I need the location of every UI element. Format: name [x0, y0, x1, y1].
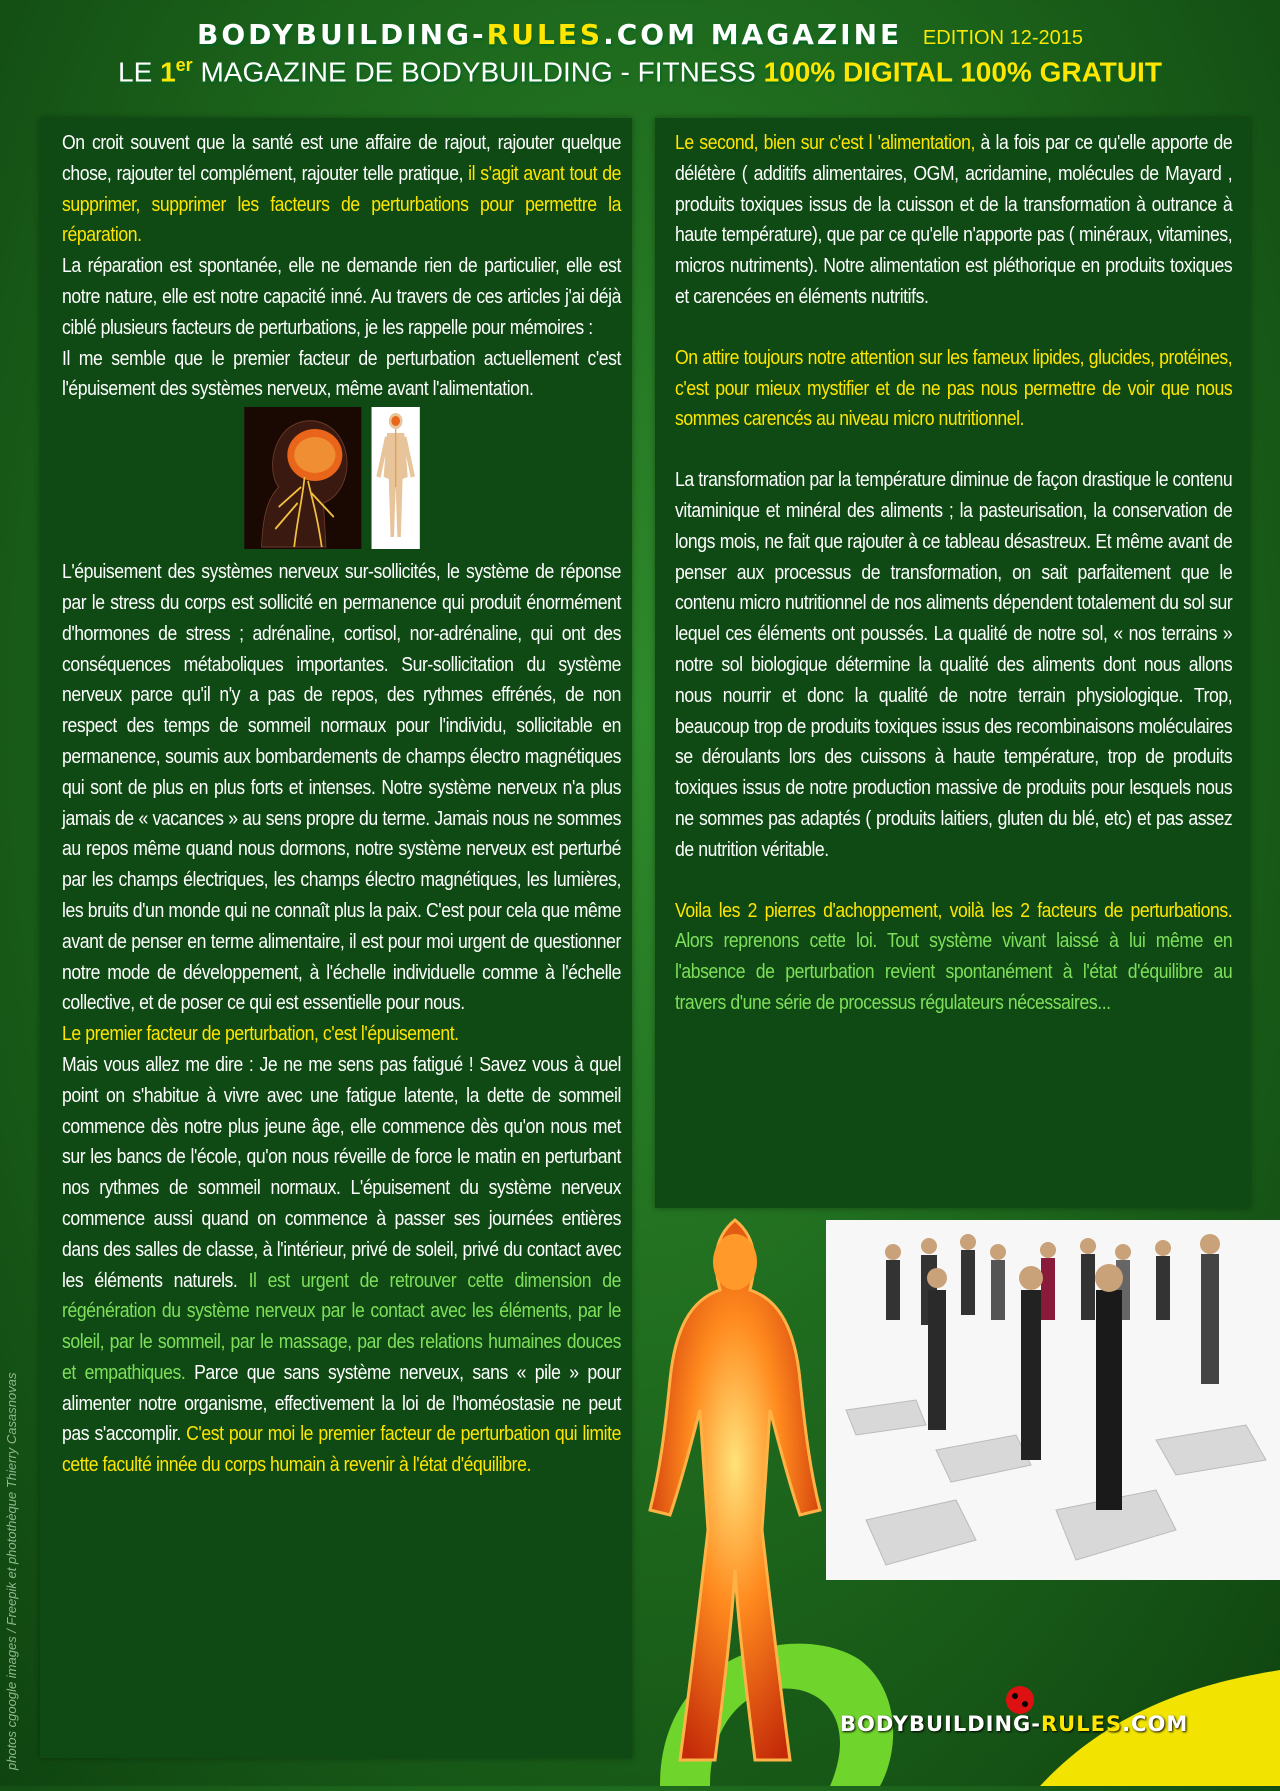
masthead	[0, 18, 1280, 88]
masthead-tagline	[0, 55, 1280, 88]
left-paragraph-4: L'épuisement des systèmes nerveux sur-sollicités, le système de réponse par le stress du corps est sollicité en permanence qui produit énormément d'hormones de stress ; adrénaline, cortisol, nor-adrénaline, qui ont des conséquences métaboliques importantes. Sur-sollicitation du système nerveux parce qu'il n'y a pas de repos, des rythmes effrénés, de non respect des temps de sommeil normaux pour l'individu, sollicitable en permanence, soumis aux bombardements de champs électro magnétiques qui sont de plus en plus forts et intenses. Notre système nerveux n'a plus jamais de « vacances » au sens propre du terme. Jamais nous ne sommes au repos même quand nous dormons, notre système nerveux est perturbé par les champs électriques, les champs électro magnétiques, les lumières, les bruits d'un monde qui ne connaît plus la paix. C'est pour cela que même avant de penser en terme alimentaire, il est pour moi urgent de questionner notre mode de développement, à l'échelle individuelle comme à l'échelle collective, et de poser ce qui est essentielle pour nous.	[62, 560, 621, 1015]
right-paragraph-1: Le second, bien sur c'est l 'alimentation, à la fois par ce qu'elle apporte de délétère ( additifs alimentaires, OGM, acridamine, molécules de Mayard , produits toxiques issus de la cuisson et de la transformation à outrance à haute température), que par ce qu'elle n'apporte pas ( minéraux, vitamines, micros nutriments). Notre alimentation est pléthorique en produits toxiques et carencées en éléments nutritifs.	[675, 131, 1233, 308]
left-column	[62, 128, 621, 1481]
left-paragraph-2: La réparation est spontanée, elle ne demande rien de particulier, elle est notre nature, elle est notre capacité inné. Au travers de ces articles j'ai déjà ciblé plusieurs facteurs de perturbations, je les rappelle pour mémoires :	[62, 254, 621, 339]
right-column	[675, 128, 1232, 1019]
head-nervous-system-image	[244, 407, 361, 549]
flaming-man-image	[620, 1200, 850, 1786]
left-paragraph-3: Il me semble que le premier facteur de perturbation actuellement c'est l'épuisement des systèmes nerveux, même avant l'alimentation.	[62, 346, 621, 401]
nervous-system-figures	[244, 407, 621, 549]
tagline-le: LE	[118, 56, 153, 88]
ladybug-icon	[1006, 1686, 1034, 1714]
masthead-title	[0, 18, 1280, 51]
photo-credit: photos cgoogle images / Freepik et photothèque Thierry Casasnovas	[4, 1372, 19, 1770]
footer-site-name: BODYBUILDING-RULES.COM	[840, 1712, 1189, 1736]
tagline-sup: er	[175, 55, 193, 75]
edition-label: EDITION 12-2015	[922, 27, 1083, 49]
left-paragraph-1: On croit souvent que la santé est une affaire de rajout, rajouter quelque chose, rajouter tel complément, rajouter telle pratique, il s'agit avant tout de supprimer, supprimer les facteurs de perturbations pour permettre la réparation.	[62, 131, 621, 247]
tagline-end: 100% DIGITAL 100% GRATUIT	[763, 56, 1162, 88]
title-part-c: .COM MAGAZINE	[603, 18, 903, 51]
right-paragraph-3: La transformation par la température diminue de façon drastique le contenu vitaminique et minéral des aliments ; la pasteurisation, la conservation de longs mois, ne fait que rajouter à ce tableau désastreux. Et même avant de penser aux processus de transformation, on sait parfaitement que le contenu micro nutritionnel de nos aliments dépendent totalement du sol sur lequel ces éléments ont poussés. La qualité de notre sol, « nos terrains » notre sol biologique détermine la qualité des aliments dont nous allons nous nourrir et donc la qualité de notre terrain physiologique. Trop, beaucoup trop de produits toxiques issus des recombinaisons moléculaires se déroulants lors des cuissons à haute température, trop de produits toxiques issus de notre production massive de produits pour lesquels nous ne sommes pas adaptés ( produits laitiers, gluten du blé, etc) et pas assez de nutrition véritable.	[675, 468, 1233, 861]
title-part-b: RULES	[486, 18, 604, 51]
left-paragraph-6: Mais vous allez me dire : Je ne me sens pas fatigué ! Savez vous à quel point on s'habitue à vivre avec une fatigue latente, la dette de sommeil commence dès notre plus jeune âge, elle commence dès qu'on nous met sur les bancs de l'école, qu'on nous réveille de force le matin en perturbant nos rythmes de sommeil normaux. L'épuisement du système nerveux commence aussi quand on commence à passer ses journées entières dans des salles de classe, à l'intérieur, privé de soleil, privé du contact avec les éléments naturels. Il est urgent de retrouver cette dimension de régénération du système nerveux par le contact avec les éléments, par le soleil, par le sommeil, par le massage, par des relations humaines douces et empathiques. Parce que sans système nerveux, sans « pile » pour alimenter notre organisme, effectivement la loi de l'homéostasie ne peut pas s'accomplir. C'est pour moi le premier facteur de perturbation qui limite cette faculté innée du corps humain à revenir à l'état d'équilibre.	[62, 1052, 622, 1477]
title-part-a: BODYBUILDING-	[196, 18, 487, 51]
right-paragraph-4: Voila les 2 pierres d'achoppement, voilà les 2 facteurs de perturbations. Alors reprenons cette loi. Tout système vivant laissé à lui même en l'absence de perturbation revient spontanément à l'état d'équilibre au travers d'une série de processus régulateurs nécessaires...	[675, 898, 1233, 1014]
left-paragraph-5: Le premier facteur de perturbation, c'est l'épuisement.	[62, 1022, 459, 1046]
tagline-number: 1	[160, 56, 176, 88]
tagline-middle: MAGAZINE DE BODYBUILDING - FITNESS	[200, 56, 756, 88]
right-paragraph-2: On attire toujours notre attention sur les fameux lipides, glucides, protéines, c'est pour mieux mystifier et de ne pas nous permettre de voir que nous sommes carencés au niveau micro nutritionnel.	[675, 345, 1233, 431]
body-nervous-system-image	[372, 407, 420, 549]
